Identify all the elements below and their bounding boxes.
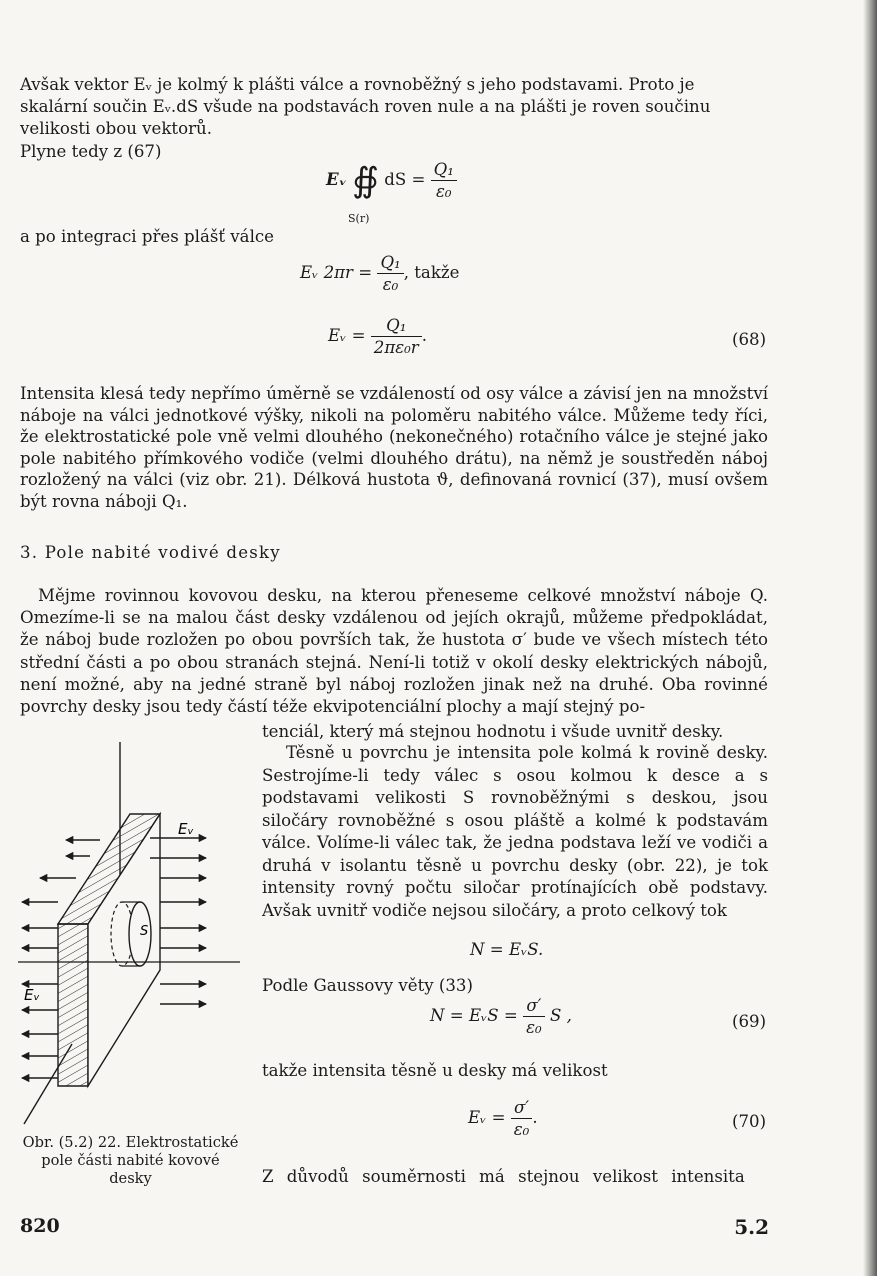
page-number: 820	[20, 1215, 60, 1237]
eq67-region: S(r)	[348, 212, 370, 225]
eq68-denominator: 2πε₀r	[373, 338, 419, 357]
eq69-tail: S ,	[549, 1006, 572, 1025]
paragraph-1-line-3: velikosti obou vektorů.	[20, 119, 212, 138]
equation-70	[468, 1098, 538, 1139]
eq67-denominator: ε₀	[436, 182, 452, 201]
eq67-fraction	[431, 160, 457, 201]
eq-mid-tail: , takže	[403, 263, 460, 282]
eq70-tail: .	[532, 1108, 538, 1127]
section-title: 3. Pole nabité vodivé desky	[20, 543, 281, 562]
plate-front-face	[58, 924, 88, 1086]
eq-mid-fraction	[377, 253, 403, 294]
paragraph-3-tail: tenciál, který má stejnou hodnotu i všude uvnitř desky.	[262, 722, 724, 741]
eq69-denominator: ε₀	[526, 1018, 542, 1037]
eq67-integral-sign: ∯	[352, 160, 379, 201]
eq-mid-numerator: Q₁	[377, 253, 403, 274]
label-e-left: Eᵥ	[24, 986, 40, 1004]
eq70-denominator: ε₀	[513, 1120, 530, 1139]
eq68-tail: .	[421, 326, 427, 345]
last-line: Z důvodů souměrnosti má stejnou velikost intensita	[262, 1167, 745, 1186]
equation-intermediate	[300, 253, 459, 294]
paragraph-2: Intensita klesá tedy nepřímo úměrně se vzdáleností od osy válce a závisí jen na množství náboje na válci jednotkové výšky, nikoli na poloměru nabitého válce. Můžeme tedy říci, že elektrostatické pole vně velmi dlouhého (nekonečného) rotačního válce je stejné jako pole nabitého přímkového vodiče (velmi dlouhého drátu), na němž je soustředěn náboj rozložený na válci (viz obr. 21). Délková hustota ϑ, definovaná rovnicí (37), musí ovšem být rovna náboji Q₁.	[20, 384, 768, 511]
eq67-numerator: Q₁	[431, 160, 457, 181]
eq70-numerator: σ′	[511, 1098, 533, 1119]
figure-caption: Obr. (5.2) 22. Elektrostatické pole části nabité kovové desky	[22, 1134, 239, 1187]
paragraph-1-line-4: Plyne tedy z (67)	[20, 142, 162, 161]
after-integration-text: a po integraci přes plášť válce	[20, 227, 274, 246]
figure-22	[10, 738, 250, 1130]
eq-mid-denominator: ε₀	[382, 275, 399, 294]
eq70-lhs: Eᵥ =	[468, 1108, 506, 1127]
paragraph-4: Těsně u povrchu je intensita pole kolmá k rovině desky. Sestrojíme-li tedy válec s osou kolmou k desce a s podstavami velikosti S rovnoběžnými s deskou, jsou siločáry rovnoběžné s osou pláště a kolmé k podstavám válce. Volíme-li válec tak, že jedna podstava leží ve vodiči a druhá v isolantu těsně u povrchu desky (obr. 22), je tok intensity rovný počtu siločar protínajících obě podstavy. Avšak uvnitř vodiče nejsou siločáry, a proto celkový tok	[262, 743, 768, 920]
eq68-lhs: Eᵥ =	[328, 326, 366, 345]
chapter-number: 5.2	[734, 1215, 769, 1239]
eq69-fraction	[523, 996, 545, 1037]
equation-flux: N = EᵥS.	[470, 940, 544, 959]
paragraph-1-line-1: Avšak vektor Eᵥ je kolmý k plášti válce a rovnoběžný s jeho podstavami. Proto je	[20, 75, 695, 94]
after-69-text: takže intensita těsně u desky má velikost	[262, 1061, 608, 1080]
eq69-numerator: σ′	[523, 996, 545, 1017]
book-binding-shadow	[863, 0, 877, 1276]
paragraph-1-line-2: skalární součin Eᵥ.dS všude na podstavách roven nule a na plášti je roven součinu	[20, 97, 711, 116]
gauss-text: Podle Gaussovy věty (33)	[262, 976, 473, 995]
label-s: S	[140, 924, 149, 939]
eq68-numerator: Q₁	[371, 316, 422, 337]
eq70-fraction	[511, 1098, 533, 1139]
equation-67	[326, 160, 457, 201]
eq69-lhs: N = EᵥS =	[430, 1006, 518, 1025]
equation-68	[328, 316, 427, 357]
eq68-fraction	[371, 316, 422, 357]
eq67-lhs: Eᵥ	[326, 169, 347, 189]
eq69-number: (69)	[732, 1012, 767, 1031]
paragraph-3: Mějme rovinnou kovovou desku, na kterou přeneseme celkové množství náboje Q. Omezíme-li se na malou část desky vzdálenou od jejích okrajů, můžeme předpokládat, že náboj bude rozložen po obou površích tak, že hustota σ′ bude ve všech místech této střední části a po obou stranách stejná. Není-li totiž v okolí desky elektrických nábojů, není možné, aby na jedné straně byl náboj rozložen jinak než na druhé. Oba rovinné povrchy desky jsou tedy částí téže ekvipotenciální plochy a mají stejný po-	[20, 586, 768, 717]
eq-mid-lhs: Eᵥ 2πr =	[300, 263, 373, 282]
eq68-number: (68)	[732, 330, 767, 349]
eq67-integrand: dS =	[384, 170, 426, 189]
equation-69	[430, 996, 572, 1037]
eq70-number: (70)	[732, 1112, 767, 1131]
label-e-top: Eᵥ	[178, 820, 194, 838]
